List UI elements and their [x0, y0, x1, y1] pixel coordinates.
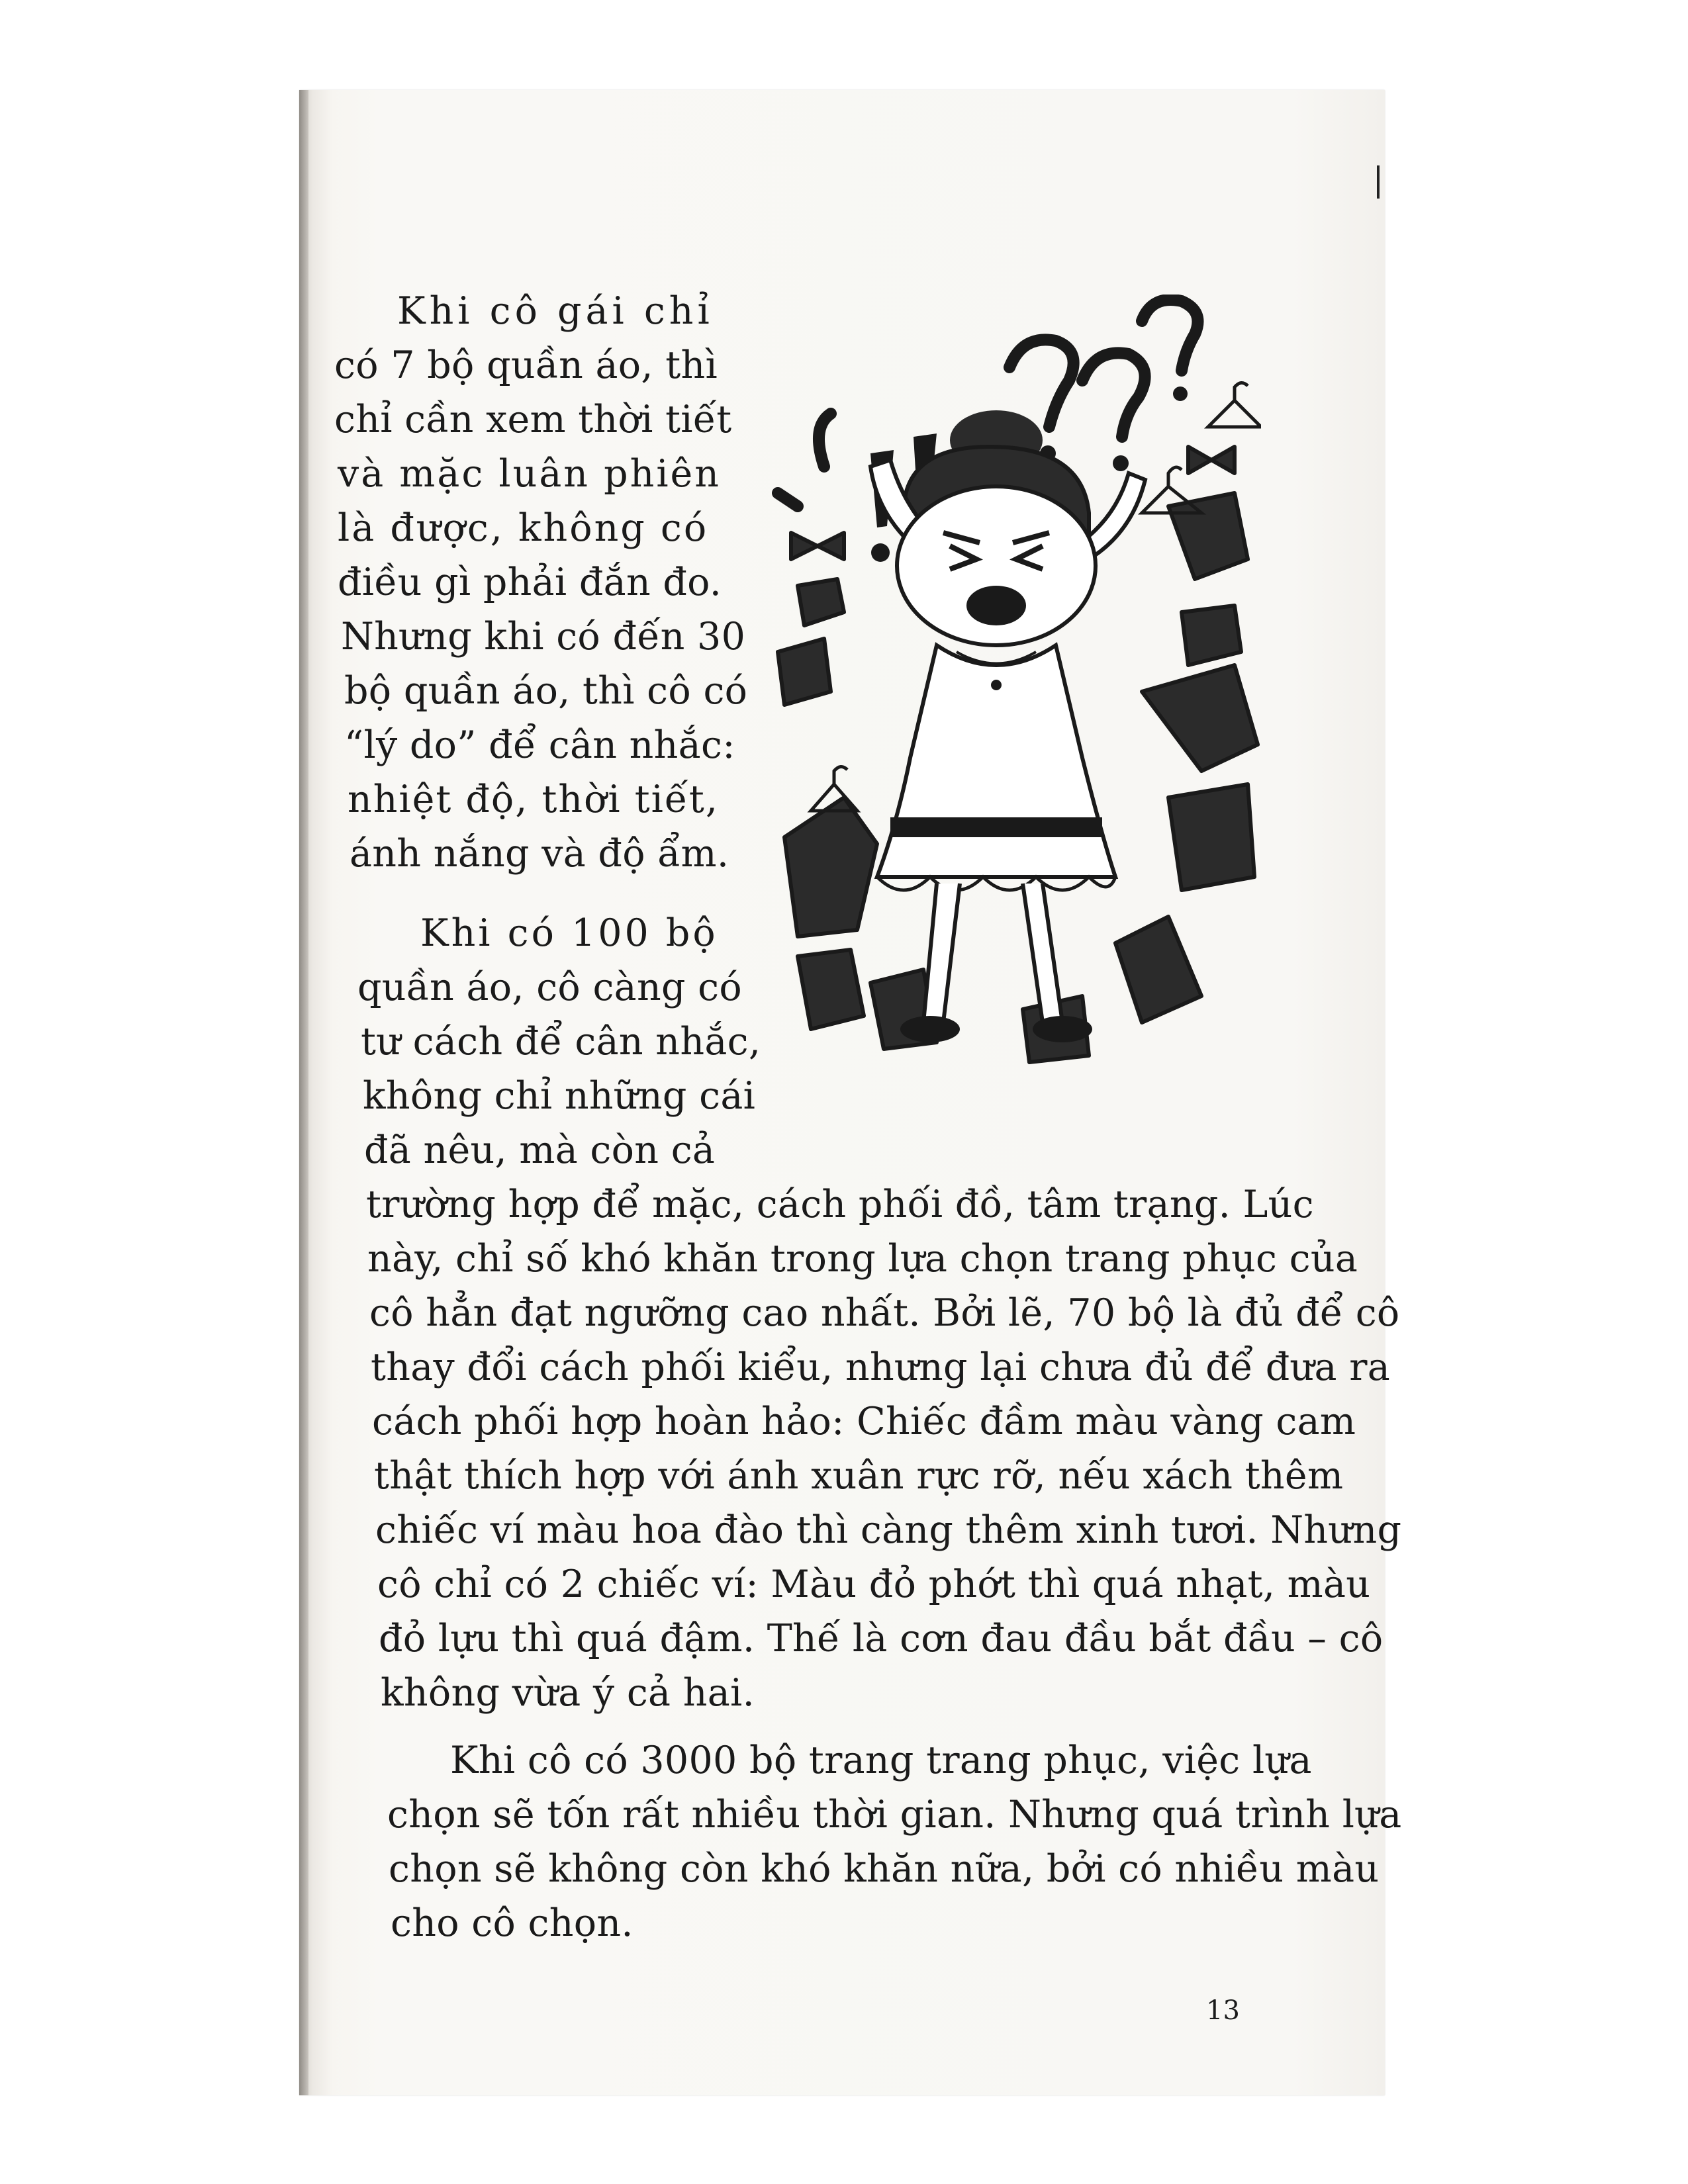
text-line: cô hẳn đạt ngưỡng cao nhất. Bởi lẽ, 70 bộ là đủ để cô — [369, 1291, 1400, 1335]
page-edge-mark — [1377, 165, 1380, 199]
text-line: cách phối hợp hoàn hảo: Chiếc đầm màu vàng cam — [372, 1400, 1356, 1443]
text-line: cô chỉ có 2 chiếc ví: Màu đỏ phớt thì quá nhạt, màu — [377, 1563, 1371, 1606]
text-line: bộ quần áo, thì cô có — [344, 669, 748, 713]
text-line: ánh nắng và độ ẩm. — [350, 832, 729, 876]
text-line: không vừa ý cả hai. — [381, 1671, 755, 1715]
text-line: là được, không có — [338, 506, 709, 550]
text-line: Khi cô có 3000 bộ trang trang phục, việc lựa — [450, 1739, 1312, 1782]
text-line: chiếc ví màu hoa đào thì càng thêm xinh tươi. Nhưng — [375, 1508, 1402, 1552]
text-line: chọn sẽ không còn khó khăn nữa, bởi có nhiều màu — [389, 1847, 1380, 1891]
text-line: đỏ lựu thì quá đậm. Thế là cơn đau đầu bắt đầu – cô — [379, 1617, 1383, 1661]
text-line: đã nêu, mà còn cả — [364, 1128, 716, 1172]
text-line: cho cô chọn. — [391, 1901, 633, 1945]
text-line: Nhưng khi có đến 30 — [341, 615, 746, 659]
text-line: “lý do” để cân nhắc: — [344, 723, 735, 767]
text-line: này, chỉ số khó khăn trong lựa chọn trang phục của — [367, 1237, 1358, 1281]
text-line: không chỉ những cái — [363, 1074, 756, 1118]
book-binding-edge — [299, 90, 308, 2095]
text-line: quần áo, cô càng có — [357, 966, 743, 1009]
text-line: thật thích hợp với ánh xuân rực rỡ, nếu xách thêm — [374, 1454, 1344, 1498]
text-line: Khi có 100 bộ — [420, 911, 718, 955]
text-line: điều gì phải đắn đo. — [338, 561, 722, 604]
page-number: 13 — [1206, 1995, 1240, 2026]
text-line: Khi cô gái chỉ — [397, 289, 714, 333]
girl-surrounded-by-clothes-illustration — [771, 295, 1261, 1075]
text-line: tư cách để cân nhắc, — [361, 1020, 761, 1064]
text-line: thay đổi cách phối kiểu, nhưng lại chưa đủ để đưa ra — [371, 1345, 1391, 1389]
text-line: có 7 bộ quần áo, thì — [334, 343, 718, 387]
text-line: chỉ cần xem thời tiết — [334, 398, 732, 441]
text-line: chọn sẽ tốn rất nhiều thời gian. Nhưng quá trình lựa — [387, 1793, 1402, 1837]
text-line: và mặc luân phiên — [338, 452, 722, 496]
text-line: trường hợp để mặc, cách phối đồ, tâm trạng. Lúc — [366, 1183, 1314, 1226]
text-line: nhiệt độ, thời tiết, — [348, 778, 719, 821]
